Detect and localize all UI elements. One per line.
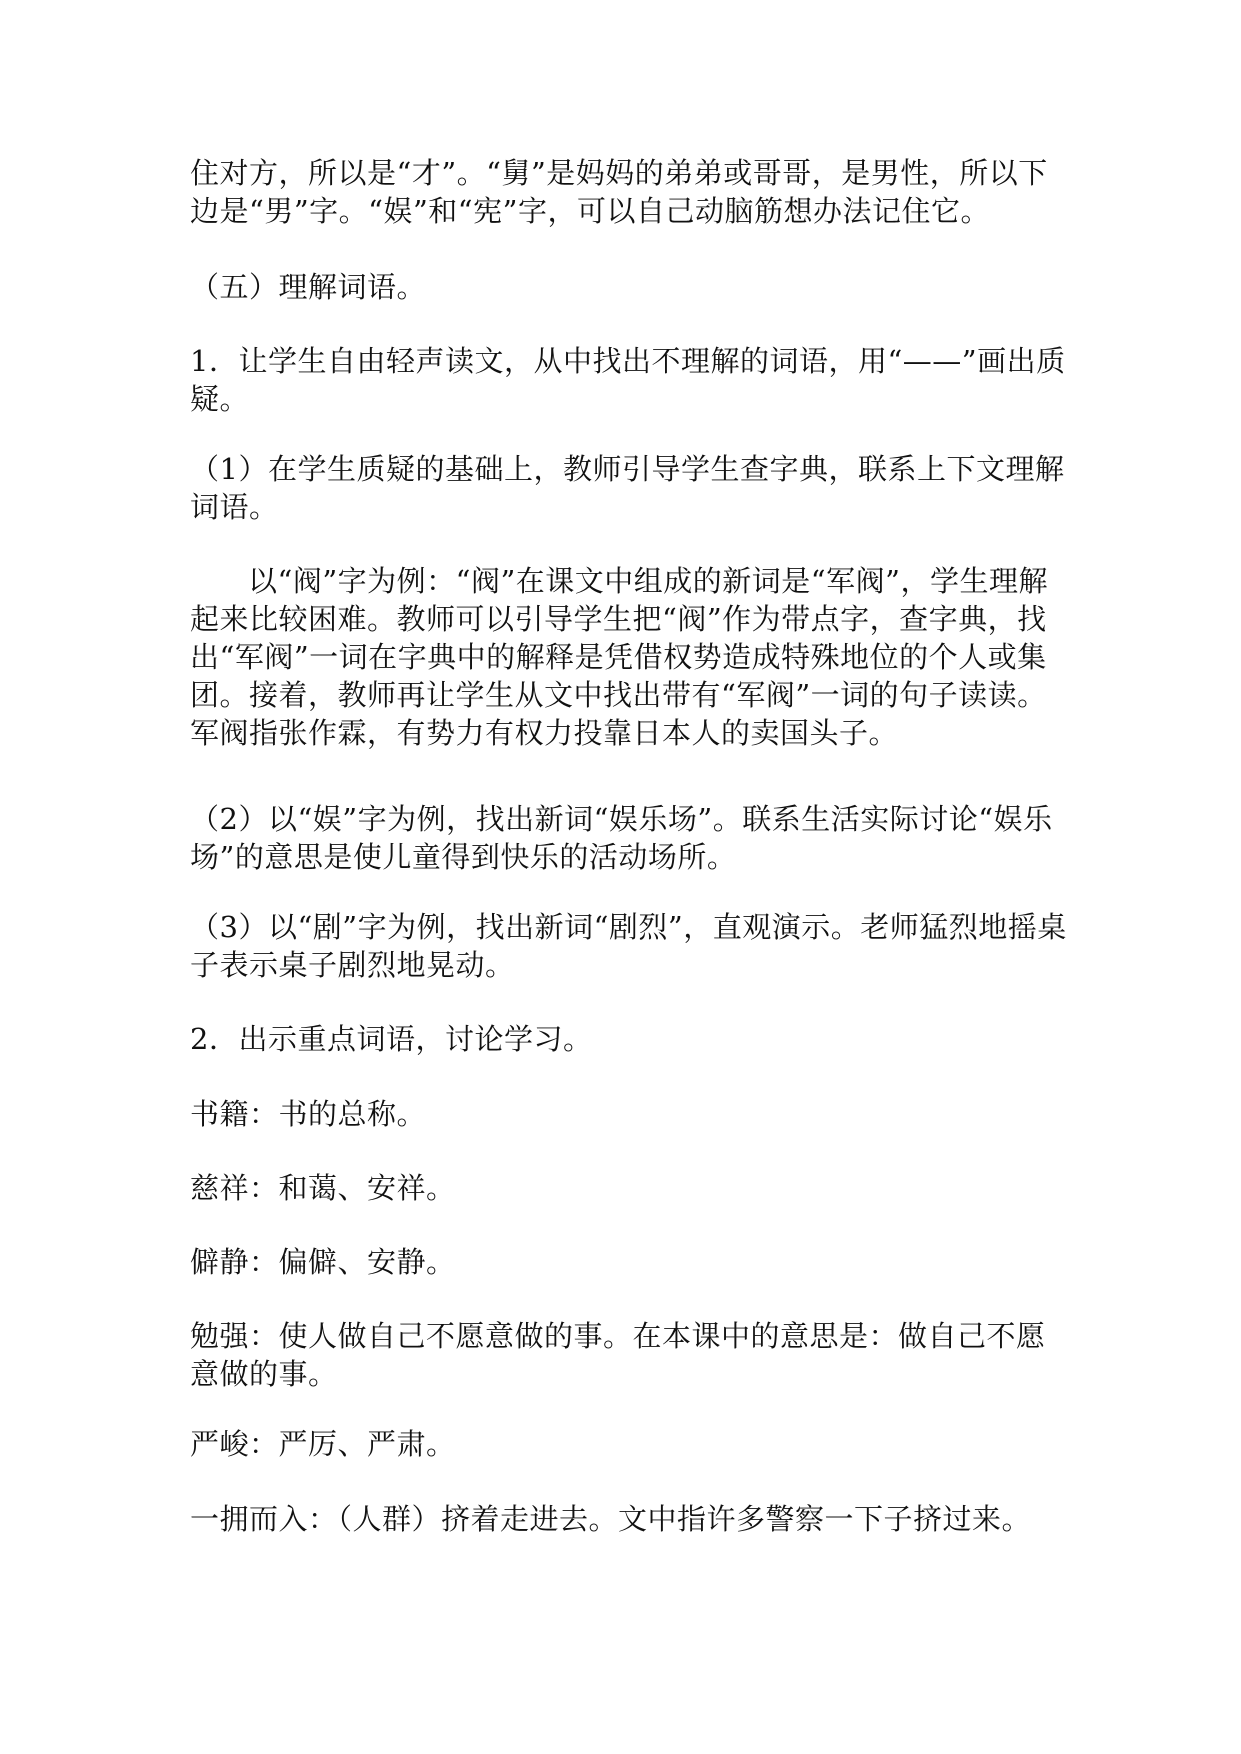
vocab-item-yanjun: 严峻：严厉、严肃。	[190, 1427, 456, 1461]
paragraph-example-junfa: 以“阀”字为例：“阀”在课文中组成的新词是“军阀”，学生理解起来比较困难。教师可以引导学生把“阀”作为带点字，查字典，找出“军阀”一词在字典中的解释是凭借权势造成特殊地位的个人或集团。接着，教师再让学生从文中找出带有“军阀”一词的句子读读。军阀指张作霖，有势力有权力投靠日本人的卖国头子。	[190, 564, 1048, 750]
vocab-item-yiyongerru: 一拥而入：（人群）挤着走进去。文中指许多警察一下子挤过来。	[190, 1502, 1032, 1536]
paragraph-substep-2: （2）以“娱”字为例，找出新词“娱乐场”。联系生活实际讨论“娱乐场”的意思是使儿童得到快乐的活动场所。	[190, 802, 1053, 874]
paragraph-substep-1: （1）在学生质疑的基础上，教师引导学生查字典，联系上下文理解词语。	[190, 452, 1065, 524]
vocab-item-cixiang: 慈祥：和蔼、安祥。	[190, 1171, 456, 1205]
section-heading-understand-words: （五）理解词语。	[190, 270, 427, 304]
paragraph-step-2: 2．出示重点词语，讨论学习。	[190, 1022, 593, 1056]
paragraph-step-1: 1．让学生自由轻声读文，从中找出不理解的词语，用“——”画出质疑。	[190, 344, 1066, 416]
vocab-item-pijing: 僻静：偏僻、安静。	[190, 1245, 456, 1279]
vocab-item-mianqiang: 勉强：使人做自己不愿意做的事。在本课中的意思是：做自己不愿意做的事。	[190, 1319, 1046, 1391]
paragraph-substep-3: （3）以“剧”字为例，找出新词“剧烈”，直观演示。老师猛烈地摇桌子表示桌子剧烈地晃动。	[190, 910, 1067, 982]
paragraph-character-memory-tips: 住对方，所以是“才”。“舅”是妈妈的弟弟或哥哥，是男性，所以下边是“男”字。“娱”和“宪”字，可以自己动脑筋想办法记住它。	[190, 156, 1048, 228]
vocab-item-shuji: 书籍：书的总称。	[190, 1097, 427, 1131]
